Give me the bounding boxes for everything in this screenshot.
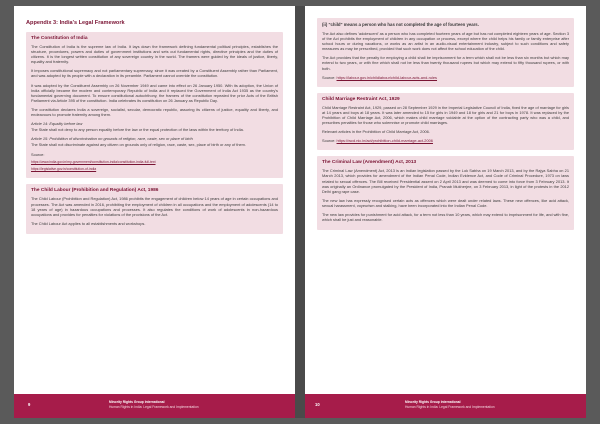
article-14-text: The State shall not deny to any person equality before the law or the equal protection of the laws within the territory of India. (31, 127, 244, 133)
page-number: 9 (28, 402, 31, 407)
constitution-paragraph: It was adopted by the Constituent Assembly on 26 November 1949 and came into effect on 26 January 1950. With its adoption, the Union of India officially became the modern and contemporary Republic of India and it replaced the Government of India Act 1935 as the country's fundamental governing document. To ensure constitutional autochthony, the framers of the constitution repealed the prior Acts of the British Parliament via Article 395 of the constitution. India celebrates its constitution on 26 January as Republic Day. (31, 82, 278, 103)
criminal-law-paragraph: The Criminal Law (Amendment) Act, 2013 is an Indian legislation passed by the Lok Sabha on 19 March 2013, and by the Rajya Sabha on 21 March 2013, which provides for amendment of the Indian Penal Code, Indian Evidence Act, and Code of Criminal Procedure, 1973 on laws related to sexual offences. The Bill received Presidential assent on 2 April 2013 and was deemed to come into force from 3 February 2013. It was originally an Ordinance promulgated by the President of India, Pranab Mukherjee, on 3 February 2013, in light of the protests in the 2012 Delhi gang rape case. (322, 168, 569, 194)
source-link[interactable]: https://wcd.nic.in/act/prohibition-child-marriage-act-2006 (336, 138, 433, 144)
article-15-text: The State shall not discriminate against any citizen on grounds only of religion, race, caste, sex, place of birth or any of them. (31, 142, 246, 148)
right-footer (305, 394, 586, 418)
article-15-title: Article 15: Prohibition of discrimination on grounds of religion, race, caste, sex or place of birth (31, 136, 193, 142)
child-definition-heading: (ii) "child" means a person who has not completed the age of fourteen years. (322, 22, 479, 27)
child-labour-paragraph: The Child Labour (Prohibition and Regulation) Act, 1986 prohibits the engagement of children below 14 years of age in certain occupations and processes. The Act was amended in 2016, prohibiting the employment of children in all occupations and the employment of adolescents (14 to 18 years of age) in hazardous occupations and processes. It also regulates the conditions of work of adolescents in non-hazardous occupations and provides for penalties for violations of the provisions of the Act. (31, 196, 278, 217)
child-definition-box (317, 18, 574, 87)
footer-title: Minority Rights Group International (405, 400, 461, 404)
constitution-heading: The Constitution of India (31, 36, 88, 41)
page-number: 10 (315, 402, 320, 407)
child-labour-box (26, 184, 283, 233)
footer-text (405, 400, 495, 409)
constitution-paragraph: The constitution declares India a sovereign, socialist, secular, democratic republic, assuring its citizens of justice, equality and liberty, and endeavours to promote fraternity among them. (31, 106, 278, 118)
left-footer (14, 394, 295, 418)
child-labour-heading: The Child Labour (Prohibition and Regulation) Act, 1986 (31, 188, 159, 194)
footer-title: Minority Rights Group International (109, 400, 165, 404)
criminal-law-heading: The Criminal Law (Amendment) Act, 2013 (322, 160, 417, 166)
child-marriage-heading: Child Marriage Restraint Act, 1929 (322, 96, 400, 102)
criminal-law-paragraph: The new law provides for punishment for acid attack, for a term not less than 10 years, which may extend to imprisonment for life, and with fine, which shall be just and reasonable. (322, 211, 569, 223)
constitution-paragraph: The Constitution of India is the supreme law of India. It lays down the framework defining fundamental political principles, establishes the structure, procedures, powers and duties of government institutions and sets out fundamental rights, directive principles and the duties of citizens. It is the longest written constitution of any sovereign country in the world. The framers were guided by the ideals of justice, liberty, equality and fraternity. (31, 44, 278, 65)
article-14-title: Article 14: Equality before law (31, 121, 83, 127)
constitution-paragraph: It imposes constitutional supremacy and not parliamentary supremacy, since it was created by a Constituent Assembly rather than Parliament, and was adopted by its people with a declaration in its preamble. Parliament cannot override the constitution. (31, 68, 278, 79)
footer-subtitle: Human Rights in India: Legal Framework and Implementation (109, 404, 199, 409)
source-link[interactable]: https://labour.gov.in/childlabour/child-labour-acts-and-rules (336, 74, 438, 80)
book-spine (295, 6, 305, 418)
criminal-law-paragraph: The new law has expressly recognised certain acts as offences which were dealt under related laws. These new offences, like acid attack, sexual harassment, voyeurism and stalking, have been incorporated into the Indian Penal Code. (322, 197, 569, 208)
source-label: Source: (31, 151, 45, 157)
child-marriage-paragraph: Child Marriage Restraint Act, 1929, passed on 28 September 1929 in the Imperial Legislative Council of India, fixed the age of marriage for girls at 14 years and boys at 18 years. It was later amended to 15 for girls in 1949 and 18 for girls and 21 for boys in 1978. It was replaced by the Prohibition of Child Marriage Act, 2006, which makes child marriage voidable at the option of the contracting party who was a child, and prescribes penalties for those who solemnise or promote child marriages. (322, 104, 569, 126)
source-label: Source: (322, 74, 336, 80)
criminal-law-box (317, 156, 574, 230)
appendix-title: Appendix 3: India's Legal Framework (26, 20, 125, 26)
source-label: Source: (322, 138, 336, 144)
constitution-box (26, 32, 283, 178)
child-marriage-box (317, 93, 574, 151)
source-link[interactable]: https://www.india.gov.in/my-government/constitution-india/constitution-india-full-text (31, 159, 156, 164)
source-link[interactable]: https://legislative.gov.in/constitution-of-india (31, 167, 97, 171)
right-page (305, 6, 586, 418)
child-marriage-paragraph: Relevant articles in the Prohibition of Child Marriage Act, 2006. (322, 129, 430, 135)
child-definition-paragraph: The Act also defines 'adolescent' as a person who has completed fourteen years of age but has not completed eighteen years of age. Section 3 of the Act prohibits the employment of children in any occupation or process, except where the child helps his family or family enterprise after school hours or during vacations, or works as an artist in an audio-visual entertainment industry, subject to such conditions and safety measures as may be prescribed, provided that such work does not affect the school education of the child. (322, 31, 569, 52)
footer-text (109, 400, 199, 409)
left-page (14, 6, 295, 418)
child-definition-paragraph: The Act provides that the penalty for employing a child shall be imprisonment for a term which shall not be less than six months but which may extend to two years, or with fine which shall not be less than twenty thousand rupees but which may extend to fifty thousand rupees, or with both. (322, 55, 569, 71)
footer-subtitle: Human Rights in India: Legal Framework and Implementation (405, 404, 495, 409)
child-labour-paragraph: The Child Labour Act applies to all establishments and workshops. (31, 220, 146, 226)
